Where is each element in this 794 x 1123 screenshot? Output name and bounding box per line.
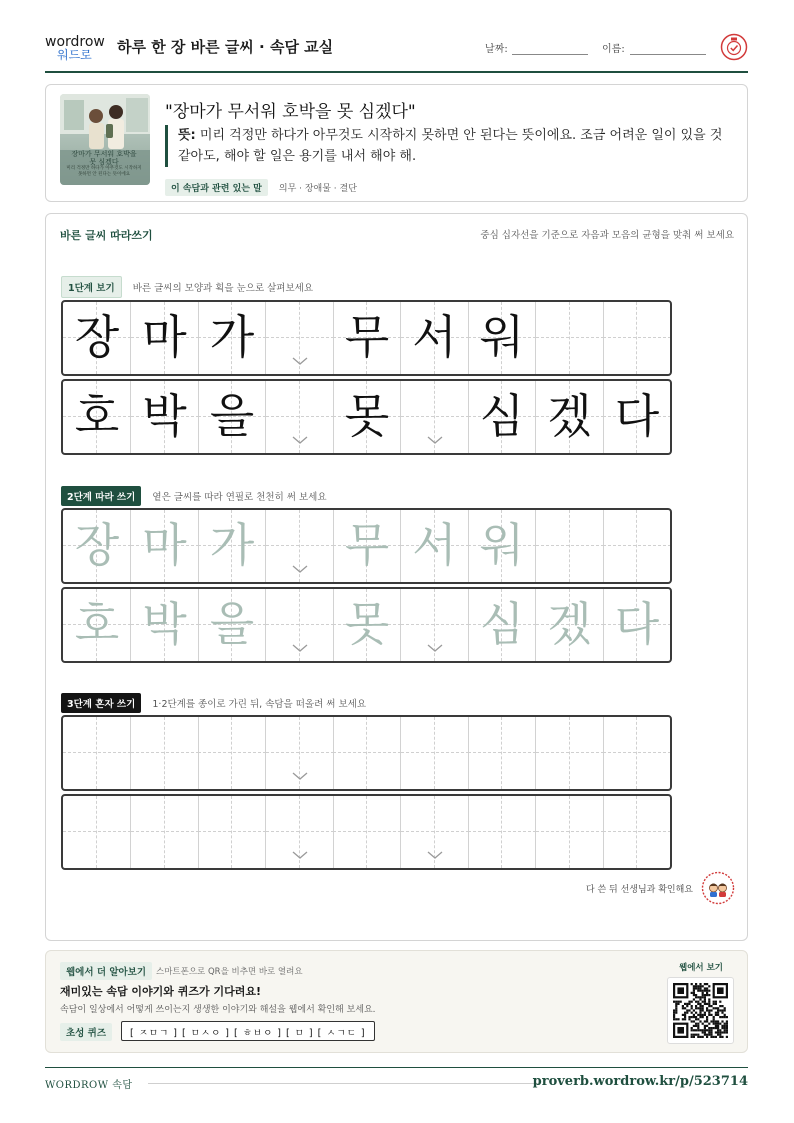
grid-cell[interactable]	[468, 796, 536, 868]
guide-horizontal	[671, 752, 673, 753]
model-character: 가	[209, 310, 255, 364]
guide-horizontal	[198, 831, 266, 832]
step-3-tag: 3단계 혼자 쓰기	[61, 693, 141, 713]
guide-horizontal	[63, 831, 131, 832]
qr-hint: 스마트폰으로 QR을 비추면 바로 열려요	[156, 967, 303, 977]
guide-horizontal	[603, 831, 671, 832]
wordrow-logo	[45, 34, 107, 64]
grid-cell[interactable]	[603, 796, 671, 868]
guide-vertical	[366, 796, 367, 868]
guide-horizontal	[401, 416, 469, 417]
grid-cell[interactable]	[401, 717, 469, 789]
guide-horizontal	[266, 545, 334, 546]
grid-cell[interactable]	[266, 589, 334, 661]
meaning-label: 뜻:	[178, 128, 196, 143]
model-character: 마	[142, 310, 187, 364]
guide-horizontal	[468, 752, 536, 753]
grid-cell	[63, 302, 131, 374]
related-words-tag: 이 속담과 관련 있는 말	[165, 179, 268, 196]
grid-cell[interactable]	[401, 510, 469, 582]
guide-horizontal	[266, 831, 334, 832]
qr-code-icon	[668, 978, 733, 1043]
guide-horizontal	[266, 752, 334, 753]
grid-row-free-2[interactable]	[61, 794, 672, 870]
grid-cell[interactable]	[198, 717, 266, 789]
teacher-stamp-icon	[701, 871, 735, 905]
guide-horizontal	[401, 831, 469, 832]
guide-horizontal	[671, 545, 673, 546]
grid-cell[interactable]	[266, 796, 334, 868]
guide-horizontal	[671, 831, 673, 832]
grid-cell	[401, 381, 469, 453]
grid-cell[interactable]	[266, 510, 334, 582]
grid-cell	[131, 381, 199, 453]
trace-character: 워	[479, 518, 525, 572]
guide-vertical	[231, 717, 232, 789]
step-1-label	[61, 276, 313, 296]
grid-cell[interactable]	[63, 717, 131, 789]
guide-vertical	[96, 796, 97, 868]
step-1-desc: 바른 글씨의 모양과 획을 눈으로 살펴보세요	[132, 283, 314, 294]
guide-vertical	[231, 796, 232, 868]
word-space-icon	[292, 356, 308, 366]
guide-vertical	[569, 717, 570, 789]
grid-cell[interactable]	[131, 589, 199, 661]
grid-cell	[603, 381, 671, 453]
trace-character: 심	[479, 597, 525, 651]
web-description: 속담이 일상에서 어떻게 쓰이는지 생생한 이야기와 해설을 웹에서 확인해 보세요.	[60, 1005, 376, 1015]
grid-cell	[63, 381, 131, 453]
grid-cell	[266, 302, 334, 374]
guide-vertical	[636, 717, 637, 789]
trace-character: 장	[74, 518, 120, 572]
guide-horizontal	[63, 752, 131, 753]
grid-cell[interactable]	[63, 510, 131, 582]
grid-cell[interactable]	[468, 717, 536, 789]
grid-cell[interactable]	[333, 717, 401, 789]
guide-vertical	[569, 302, 570, 374]
proverb-title: "장마가 무서워 호박을 못 심겠다"	[165, 102, 416, 122]
grid-cell	[333, 302, 401, 374]
trace-character: 가	[209, 518, 255, 572]
footer-divider	[45, 1067, 748, 1068]
model-character: 못	[344, 389, 390, 443]
page-header	[45, 28, 748, 73]
footer-rule	[148, 1083, 538, 1084]
related-words: 의무 · 장애물 · 결단	[278, 184, 357, 194]
word-space-icon	[292, 643, 308, 653]
guide-vertical	[636, 796, 637, 868]
guide-vertical	[96, 717, 97, 789]
grid-cell[interactable]	[536, 510, 604, 582]
grid-cell[interactable]	[131, 796, 199, 868]
grid-cell[interactable]	[131, 717, 199, 789]
grid-row-free-1[interactable]	[61, 715, 672, 791]
guide-vertical	[164, 796, 165, 868]
grid-cell[interactable]	[603, 510, 671, 582]
grid-cell[interactable]	[468, 510, 536, 582]
trace-character: 호	[74, 597, 120, 651]
word-space-icon	[427, 435, 443, 445]
guide-horizontal	[401, 624, 469, 625]
guide-horizontal	[603, 545, 671, 546]
guide-horizontal	[333, 752, 401, 753]
guide-horizontal	[536, 545, 604, 546]
grid-cell[interactable]	[198, 589, 266, 661]
approval-stamp-icon	[720, 33, 748, 61]
logo-korean-wordmark: 워드로	[57, 48, 92, 62]
handwriting-practice-section	[45, 213, 748, 941]
footer-url[interactable]: proverb.wordrow.kr/p/523714	[532, 1074, 748, 1089]
grid-cell[interactable]	[333, 796, 401, 868]
guide-vertical	[569, 796, 570, 868]
initial-consonant-quiz: [ ㅈㅁㄱ ] [ ㅁㅅㅇ ] [ ㅎㅂㅇ ] [ ㅁ ] [ ㅅㄱㄷ ]	[121, 1021, 375, 1041]
grid-cell[interactable]	[63, 589, 131, 661]
grid-cell[interactable]	[198, 796, 266, 868]
initial-consonant-quiz-tag: 초성 퀴즈	[60, 1023, 112, 1041]
word-space-icon	[427, 643, 443, 653]
guide-horizontal	[131, 831, 199, 832]
guide-vertical	[569, 510, 570, 582]
guide-horizontal	[198, 752, 266, 753]
guide-horizontal	[266, 337, 334, 338]
grid-cell	[671, 302, 673, 374]
step-3-label	[61, 692, 366, 712]
guide-horizontal	[468, 831, 536, 832]
grid-cell	[198, 381, 266, 453]
guide-horizontal	[401, 752, 469, 753]
model-character: 무	[344, 310, 390, 364]
grid-row-view-2	[61, 379, 672, 455]
model-character: 겠	[547, 389, 592, 443]
grid-cell[interactable]	[333, 510, 401, 582]
model-character: 서	[412, 310, 457, 364]
step-2-tag: 2단계 따라 쓰기	[61, 486, 141, 506]
grid-cell[interactable]	[401, 589, 469, 661]
guide-horizontal	[603, 752, 671, 753]
meaning-text: 미리 걱정만 하다가 아무것도 시작하지 못하면 안 된다는 뜻이에요. 조금 어려운 일이 있을 것 같아도, 해야 할 일은 용기를 내서 해야 해.	[178, 128, 723, 164]
model-character: 을	[209, 389, 255, 443]
web-headline: 재미있는 속담 이야기와 퀴즈가 기다려요!	[60, 985, 261, 998]
grid-row-trace-2[interactable]	[61, 587, 672, 663]
guide-vertical	[636, 510, 637, 582]
practice-guide: 중심 십자선을 기준으로 자음과 모음의 균형을 맞춰 써 보세요	[480, 230, 734, 241]
grid-cell[interactable]	[603, 589, 671, 661]
grid-cell[interactable]	[131, 510, 199, 582]
proverb-card	[45, 84, 748, 202]
model-character: 박	[142, 389, 187, 443]
guide-horizontal	[671, 416, 673, 417]
grid-cell[interactable]	[536, 717, 604, 789]
word-space-icon	[292, 850, 308, 860]
teacher-confirm-text: 다 쓴 뒤 선생님과 확인해요	[585, 885, 693, 895]
model-character: 다	[614, 389, 660, 443]
guide-vertical	[164, 717, 165, 789]
web-more-tag: 웹에서 더 알아보기	[60, 962, 152, 980]
grid-cell[interactable]	[401, 796, 469, 868]
proverb-meaning	[165, 125, 725, 167]
grid-cell	[401, 302, 469, 374]
guide-horizontal	[536, 337, 604, 338]
model-character: 심	[479, 389, 525, 443]
grid-cell[interactable]	[266, 717, 334, 789]
trace-character: 박	[142, 597, 187, 651]
grid-cell	[468, 381, 536, 453]
date-label: 날짜:	[485, 44, 508, 55]
web-more-box	[45, 950, 748, 1053]
grid-cell[interactable]	[671, 796, 673, 868]
grid-cell	[198, 302, 266, 374]
logo-wordmark: wordrow	[45, 34, 105, 50]
guide-horizontal	[266, 624, 334, 625]
grid-cell[interactable]	[536, 589, 604, 661]
guide-horizontal	[333, 831, 401, 832]
guide-vertical	[434, 717, 435, 789]
trace-character: 마	[142, 518, 187, 572]
grid-cell	[536, 302, 604, 374]
guide-horizontal	[671, 337, 673, 338]
step-1-tag: 1단계 보기	[61, 276, 122, 298]
guide-horizontal	[671, 624, 673, 625]
step-2-label	[61, 485, 327, 505]
model-character: 장	[74, 310, 120, 364]
qr-label: 웹에서 보기	[679, 963, 724, 973]
model-character: 워	[479, 310, 525, 364]
grid-cell[interactable]	[468, 589, 536, 661]
trace-character: 서	[412, 518, 457, 572]
model-character: 호	[74, 389, 120, 443]
word-space-icon	[292, 435, 308, 445]
word-space-icon	[427, 850, 443, 860]
grid-cell	[536, 381, 604, 453]
grid-cell[interactable]	[536, 796, 604, 868]
illustration-caption: 장마가 무서워 호박을 못 심겠다 미리 걱정만 하다가 아무것도 시작하지 못하면 안 된다는 뜻이에요	[66, 150, 142, 177]
grid-cell[interactable]	[63, 796, 131, 868]
step-3-desc: 1·2단계를 종이로 가린 뒤, 속담을 떠올려 써 보세요	[152, 699, 367, 710]
guide-horizontal	[536, 752, 604, 753]
trace-character: 겠	[547, 597, 592, 651]
trace-character: 을	[209, 597, 255, 651]
step-2-desc: 옅은 글씨를 따라 연필로 천천히 써 보세요	[152, 492, 327, 503]
grid-cell	[333, 381, 401, 453]
grid-cell[interactable]	[671, 717, 673, 789]
guide-horizontal	[603, 337, 671, 338]
page-title: 하루 한 장 바른 글씨 · 속담 교실	[117, 38, 334, 56]
guide-vertical	[501, 796, 502, 868]
grid-cell[interactable]	[671, 589, 673, 661]
guide-vertical	[366, 717, 367, 789]
qr-code[interactable]	[667, 977, 734, 1044]
grid-cell	[131, 302, 199, 374]
grid-cell	[468, 302, 536, 374]
grid-cell[interactable]	[333, 589, 401, 661]
name-field[interactable]	[630, 54, 706, 55]
guide-horizontal	[536, 831, 604, 832]
guide-horizontal	[266, 416, 334, 417]
grid-cell[interactable]	[671, 510, 673, 582]
word-space-icon	[292, 771, 308, 781]
practice-title: 바른 글씨 따라쓰기	[60, 229, 153, 242]
guide-vertical	[636, 302, 637, 374]
trace-character: 못	[344, 597, 390, 651]
trace-character: 무	[344, 518, 390, 572]
grid-row-view-1	[61, 300, 672, 376]
related-words-row	[165, 176, 357, 194]
grid-cell	[603, 302, 671, 374]
date-field[interactable]	[512, 54, 588, 55]
footer-brand: WORDROW 속담	[45, 1080, 133, 1091]
word-space-icon	[292, 564, 308, 574]
guide-horizontal	[131, 752, 199, 753]
trace-character: 다	[614, 597, 660, 651]
grid-cell	[671, 381, 673, 453]
grid-cell[interactable]	[198, 510, 266, 582]
name-label: 이름:	[602, 44, 625, 55]
grid-row-trace-1[interactable]	[61, 508, 672, 584]
guide-vertical	[501, 717, 502, 789]
grid-cell[interactable]	[603, 717, 671, 789]
grid-cell	[266, 381, 334, 453]
